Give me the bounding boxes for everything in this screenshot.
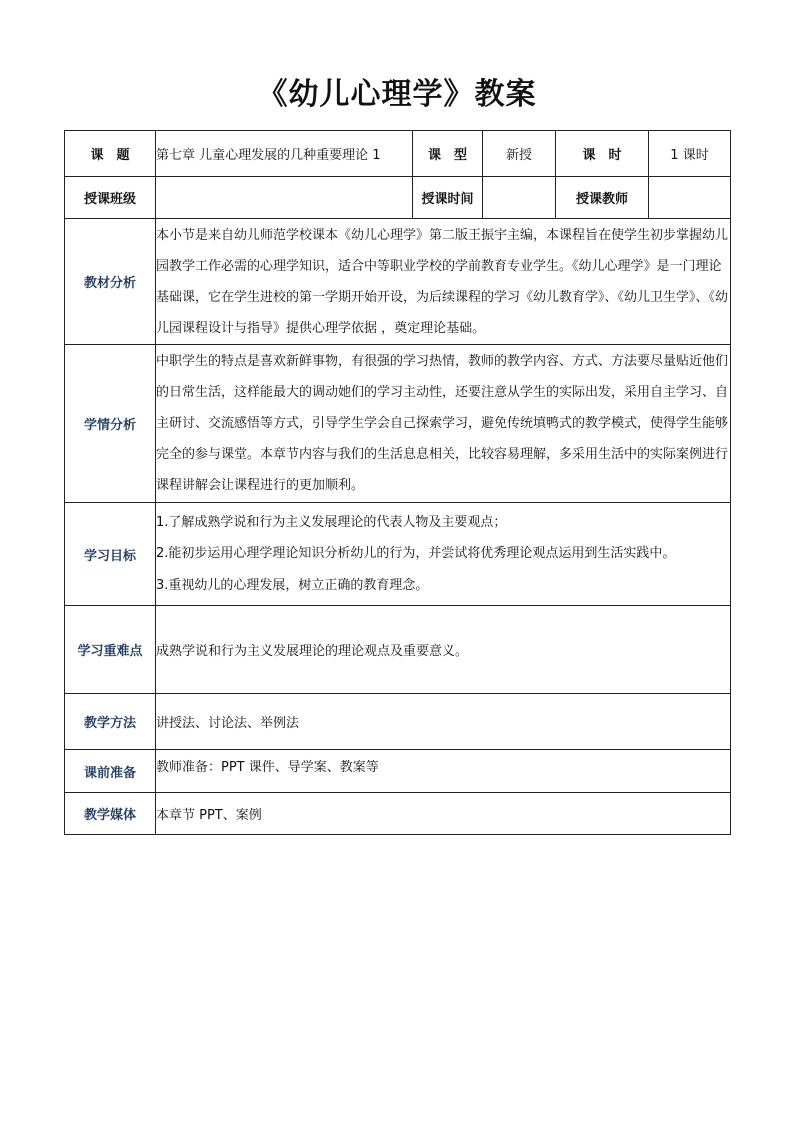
hours-label: 课 时: [556, 131, 649, 177]
goals-label: 学习目标: [65, 503, 156, 606]
students-label: 学情分析: [65, 345, 156, 503]
type-label: 课 型: [413, 131, 483, 177]
topic-value: 第七章 儿童心理发展的几种重要理论 1: [156, 131, 413, 177]
material-label: 教材分析: [65, 219, 156, 345]
goals-list: [156, 503, 731, 606]
table-row-key-points: [65, 606, 731, 694]
time-label: 授课时间: [413, 177, 483, 219]
hours-value: 1 课时: [649, 131, 731, 177]
material-text: 本小节是来自幼儿师范学校课本《幼儿心理学》第二版王振宇主编，本课程旨在使学生初步掌握幼儿园教学工作必需的心理学知识，适合中等职业学校的学前教育专业学生。《幼儿心理学》是一门理论基础课，它在学生进校的第一学期开始开设，为后续课程的学习《幼儿教育学》、《幼儿卫生学》、《幼儿园课程设计与指导》提供心理学依据 ，奠定理论基础。: [156, 219, 731, 345]
table-row-material: [65, 219, 731, 345]
media-text: 本章节 PPT、案例: [156, 793, 731, 835]
methods-label: 教学方法: [65, 694, 156, 750]
table-row-methods: [65, 694, 731, 750]
methods-text: 讲授法、讨论法、举例法: [156, 694, 731, 750]
teacher-label: 授课教师: [556, 177, 649, 219]
preparation-text: 教师准备：PPT 课件、导学案、教案等: [156, 750, 731, 793]
goal-item: 2.能初步运用心理学理论知识分析幼儿的行为，并尝试将优秀理论观点运用到生活实践中。: [156, 546, 676, 562]
goal-item: 3.重视幼儿的心理发展，树立正确的教育理念。: [156, 577, 429, 593]
goal-item: 1.了解成熟学说和行为主义发展理论的代表人物及主要观点；: [156, 514, 507, 530]
key-points-label: 学习重难点: [65, 606, 156, 694]
students-text: 中职学生的特点是喜欢新鲜事物，有很强的学习热情，教师的教学内容、方式、方法要尽量贴近他们的日常生活，这样能最大的调动她们的学习主动性，还要注意从学生的实际出发，采用自主学习、自主研讨、交流感悟等方式，引导学生学会自己探索学习，避免传统填鸭式的教学模式，使得学生能够完全的参与课堂。本章节内容与我们的生活息息相关，比较容易理解，多采用生活中的实际案例进行课程讲解会让课程进行的更加顺利。: [156, 345, 731, 503]
time-value: [483, 177, 556, 219]
table-row-students: [65, 345, 731, 503]
class-label: 授课班级: [65, 177, 156, 219]
table-row-class: [65, 177, 731, 219]
media-label: 教学媒体: [65, 793, 156, 835]
lesson-plan-table: [64, 130, 731, 835]
table-row-topic: [65, 131, 731, 177]
preparation-label: 课前准备: [65, 750, 156, 793]
document-title: 《幼儿心理学》教案: [257, 77, 537, 112]
topic-label: 课 题: [65, 131, 156, 177]
table-row-goals: [65, 503, 731, 606]
key-points-text: 成熟学说和行为主义发展理论的理论观点及重要意义。: [156, 606, 731, 694]
table-row-preparation: [65, 750, 731, 793]
type-value: 新授: [483, 131, 556, 177]
teacher-value: [649, 177, 731, 219]
class-value: [156, 177, 413, 219]
table-row-media: [65, 793, 731, 835]
